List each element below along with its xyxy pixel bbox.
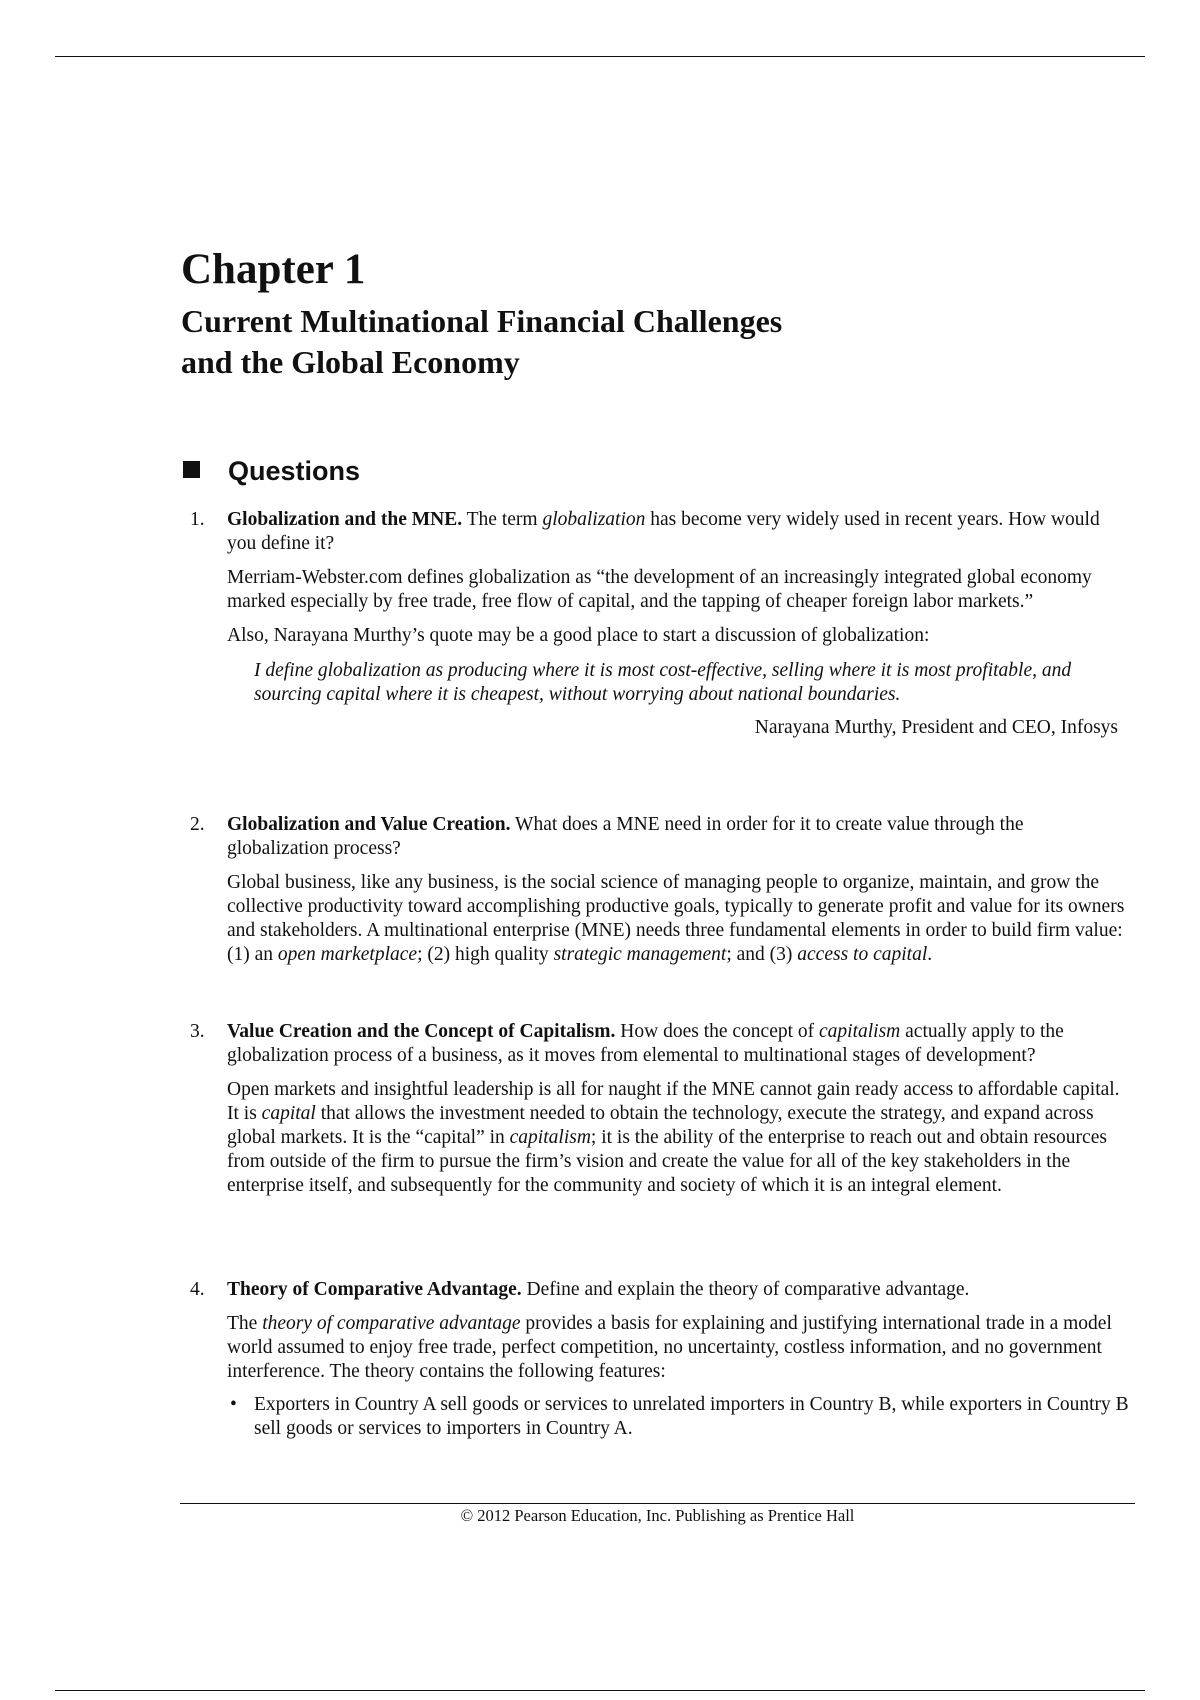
question-prompt xyxy=(227,813,1130,861)
list-item-text: Exporters in Country A sell goods or services to unrelated importers in Country B, while exporters in Country B sell goods or services to importers in Country A. xyxy=(254,1394,1129,1439)
answer-paragraph xyxy=(227,1312,1130,1384)
prompt-text: The term xyxy=(462,509,543,530)
question-1 xyxy=(190,508,1130,740)
question-prompt xyxy=(227,1020,1130,1068)
question-number: 2. xyxy=(190,814,205,835)
top-rule xyxy=(55,56,1145,57)
question-heading: Theory of Comparative Advantage. xyxy=(227,1279,522,1300)
chapter-title-line-2: and the Global Economy xyxy=(181,344,520,380)
block-quote: I define globalization as producing where it is most cost-effective, selling where it is most profitable, and sourcing capital where it is cheapest, without worrying about national boundaries. xyxy=(254,660,1072,705)
answer-text: ; and (3) xyxy=(726,944,798,965)
answer-text: that allows the investment needed to obtain the technology, execute the strategy, and expand across global markets. It is the “capital” in xyxy=(227,1103,1094,1148)
chapter-label: Chapter 1 xyxy=(181,246,366,293)
question-heading: Globalization and Value Creation. xyxy=(227,814,511,835)
question-3 xyxy=(190,1020,1130,1198)
question-heading: Globalization and the MNE. xyxy=(227,509,463,530)
quote-attribution: Narayana Murthy, President and CEO, Infosys xyxy=(754,717,1118,738)
answer-paragraph xyxy=(227,1078,1130,1198)
prompt-text: What does a MNE need in order for it to create value through the globalization process? xyxy=(227,814,1024,859)
square-bullet-icon xyxy=(183,461,200,478)
answer-text: ; (2) high quality xyxy=(417,944,554,965)
answer-emphasis: open marketplace xyxy=(277,944,418,965)
section-title: Questions xyxy=(228,456,361,486)
bullet-icon: • xyxy=(230,1394,237,1415)
answer-paragraph: Merriam-Webster.com defines globalization as “the development of an increasingly integrated global economy marked especially by free trade, free flow of capital, and the tapping of cheaper foreign labor markets.” xyxy=(227,567,1092,612)
prompt-text: Define and explain the theory of comparative advantage. xyxy=(521,1279,970,1300)
answer-text: provides a basis for explaining and justifying international trade in a model world assumed to enjoy free trade, perfect competition, no uncertainty, costless information, and no government interference. The theory contains the following features: xyxy=(227,1313,1112,1382)
question-heading: Value Creation and the Concept of Capitalism. xyxy=(227,1021,616,1042)
question-number: 3. xyxy=(190,1021,205,1042)
question-prompt xyxy=(227,1278,1130,1302)
section-heading xyxy=(183,455,360,487)
copyright-footer: © 2012 Pearson Education, Inc. Publishing as Prentice Hall xyxy=(460,1506,855,1525)
chapter-heading xyxy=(181,245,1041,383)
prompt-text: How does the concept of xyxy=(615,1021,820,1042)
prompt-text: actually apply to the globalization process of a business, as it moves from elemental to multinational stages of development? xyxy=(227,1021,1064,1066)
question-number: 4. xyxy=(190,1279,205,1300)
question-2 xyxy=(190,813,1130,967)
answer-text: The xyxy=(227,1313,263,1334)
answer-text: Global business, like any business, is the social science of managing people to organize, maintain, and grow the collective productivity toward accomplishing productive goals, typically to generate profit and value for its owners and stakeholders. A multinational enterprise (MNE) needs three fundamental elements in order to build firm value: (1) an xyxy=(227,872,1125,965)
list-item xyxy=(230,1393,1130,1441)
prompt-emphasis: globalization xyxy=(542,509,646,530)
prompt-emphasis: capitalism xyxy=(819,1021,901,1042)
answer-emphasis: access to capital xyxy=(797,944,928,965)
answer-emphasis: capitalism xyxy=(509,1127,591,1148)
answer-paragraph: Also, Narayana Murthy’s quote may be a good place to start a discussion of globalization: xyxy=(227,625,930,646)
chapter-title xyxy=(181,301,1041,383)
question-prompt xyxy=(227,508,1130,556)
bottom-rule xyxy=(55,1690,1145,1691)
answer-text: ; it is the ability of the enterprise to reach out and obtain resources from outside of the firm to pursue the firm’s vision and create the value for all of the key stakeholders in the enterprise itself, and subsequently for the community and society of which it is an integral element. xyxy=(227,1127,1107,1196)
answer-emphasis: theory of comparative advantage xyxy=(262,1313,521,1334)
chapter-title-line-1: Current Multinational Financial Challenges xyxy=(181,303,783,339)
answer-text: . xyxy=(927,944,933,965)
answer-text: Open markets and insightful leadership is all for naught if the MNE cannot gain ready access to affordable capital. It is xyxy=(227,1079,1120,1124)
prompt-text: has become very widely used in recent years. How would you define it? xyxy=(227,509,1100,554)
footer-rule xyxy=(180,1503,1135,1504)
answer-emphasis: strategic management xyxy=(553,944,727,965)
answer-emphasis: capital xyxy=(261,1103,316,1124)
question-number: 1. xyxy=(190,509,205,530)
question-4 xyxy=(190,1278,1130,1441)
answer-paragraph xyxy=(227,871,1130,967)
